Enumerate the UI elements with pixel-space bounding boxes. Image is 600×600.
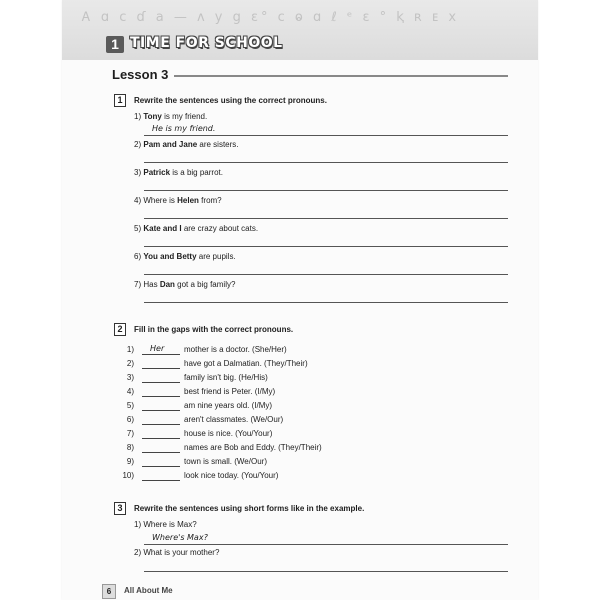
ex3-item-2: 2) What is your mother? (134, 548, 220, 557)
gap-blank[interactable] (142, 396, 180, 397)
ex1-item-5: 5) Kate and I are crazy about cats. (134, 224, 259, 233)
ex1-item-6: 6) You and Betty are pupils. (134, 252, 236, 261)
ex2-item: 5) am nine years old. (I/My) (126, 401, 273, 410)
gap-blank[interactable] (142, 452, 180, 453)
ex2-item: 4) best friend is Peter. (I/My) (126, 387, 276, 396)
ex1-item-3: 3) Patrick is a big parrot. (134, 168, 223, 177)
answer-line[interactable] (144, 162, 508, 163)
footer-section-title: All About Me (124, 586, 173, 595)
ex3-item-1: 1) Where is Max? (134, 520, 197, 529)
answer-line[interactable] (144, 135, 508, 136)
unit-title: TIME FOR SCHOOL (130, 35, 283, 51)
exercise-1-number: 1 (114, 94, 126, 107)
lesson-title: Lesson 3 (112, 67, 169, 82)
gap-blank[interactable] (142, 354, 180, 355)
gap-blank[interactable] (142, 438, 180, 439)
gap-answer[interactable]: Her (150, 344, 165, 353)
ex2-item: 2) have got a Dalmatian. (They/Their) (126, 359, 308, 368)
ex1-item-4: 4) Where is Helen from? (134, 196, 222, 205)
answer-line[interactable] (144, 246, 508, 247)
answer-line[interactable] (144, 571, 508, 572)
unit-number-badge: 1 (106, 36, 124, 53)
ex1-item-7: 7) Has Dan got a big family? (134, 280, 236, 289)
ex1-item-1: 1) Tony is my friend. (134, 112, 208, 121)
gap-blank[interactable] (142, 466, 180, 467)
ex2-item: 6) aren't classmates. (We/Our) (126, 415, 284, 424)
ex1-item-2: 2) Pam and Jane are sisters. (134, 140, 239, 149)
lesson-divider (174, 75, 508, 77)
ex3-answer-1[interactable]: Where's Max? (152, 533, 208, 542)
page-number: 6 (102, 584, 116, 599)
ex2-item: 1) Her mother is a doctor. (She/Her) (126, 344, 287, 354)
gap-blank[interactable] (142, 382, 180, 383)
ex2-item: 3) family isn't big. (He/His) (126, 373, 268, 382)
gap-blank[interactable] (142, 368, 180, 369)
header-decoration: Ꭺ ɑ c ɗ a — ᴧ y g ɛ° c ⱺ ɑ ℓ ᵉ ε ° ⱪ ʀ ᴇ x (82, 10, 460, 25)
answer-line[interactable] (144, 302, 508, 303)
gap-blank[interactable] (142, 480, 180, 481)
workbook-page (62, 0, 538, 600)
exercise-2-number: 2 (114, 323, 126, 336)
gap-blank[interactable] (142, 410, 180, 411)
ex1-answer-1[interactable]: He is my friend. (152, 124, 216, 133)
answer-line[interactable] (144, 544, 508, 545)
answer-line[interactable] (144, 218, 508, 219)
answer-line[interactable] (144, 274, 508, 275)
ex2-item: 8) names are Bob and Eddy. (They/Their) (126, 443, 322, 452)
exercise-1-instructions: Rewrite the sentences using the correct pronouns. (134, 96, 327, 105)
gap-blank[interactable] (142, 424, 180, 425)
answer-line[interactable] (144, 190, 508, 191)
ex2-item: 7) house is nice. (You/Your) (126, 429, 273, 438)
ex2-item: 9) town is small. (We/Our) (126, 457, 267, 466)
exercise-2-instructions: Fill in the gaps with the correct pronouns. (134, 325, 294, 334)
ex2-item: 10) look nice today. (You/Your) (122, 471, 279, 480)
exercise-3-instructions: Rewrite the sentences using short forms like in the example. (134, 504, 365, 513)
exercise-3-number: 3 (114, 502, 126, 515)
page-header (62, 0, 538, 60)
